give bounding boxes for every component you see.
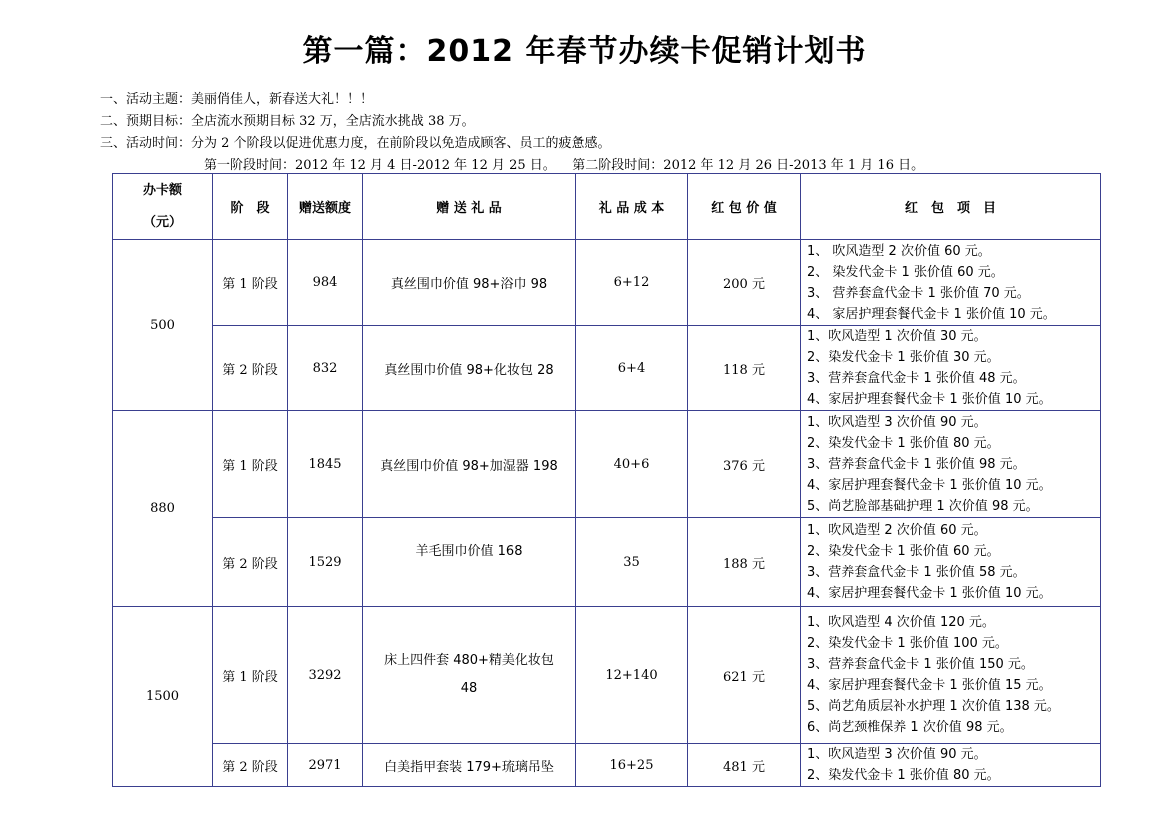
value-cell: 481 元 [688, 744, 801, 787]
items-cell [801, 744, 1101, 787]
value-cell: 118 元 [688, 326, 801, 411]
list-item: 1、吹风造型 3 次价值 90 元。 [807, 747, 987, 762]
stage-cell: 第 2 阶段 [213, 518, 288, 607]
promotion-table [112, 173, 1101, 787]
stage-cell: 第 2 阶段 [213, 744, 288, 787]
items-cell [801, 518, 1101, 607]
gift-line: 48 [460, 681, 478, 696]
list-item: 4、家居护理套餐代金卡 1 张价值 10 元。 [807, 392, 1052, 407]
gift-cell [363, 607, 576, 744]
list-item: 1、吹风造型 1 次价值 30 元。 [807, 329, 987, 344]
intro-time: 三、活动时间：分为 2 个阶段以促进优惠力度，在前阶段以免造成顾客、员工的疲惫感。 [100, 136, 611, 151]
quota-cell: 1845 [288, 411, 363, 518]
table-row [113, 607, 1101, 744]
intro-theme: 一、活动主题：美丽俏佳人，新春送大礼！！！ [100, 92, 374, 107]
list-item: 4、家居护理套餐代金卡 1 张价值 10 元。 [807, 586, 1052, 601]
list-item: 3、营养套盒代金卡 1 张价值 150 元。 [807, 657, 1034, 672]
value-cell: 376 元 [688, 411, 801, 518]
value-cell: 621 元 [688, 607, 801, 744]
card-amount-cell: 1500 [113, 607, 213, 787]
table-row [113, 744, 1101, 787]
cost-cell: 12+140 [576, 607, 688, 744]
cost-cell: 16+25 [576, 744, 688, 787]
header-amount-unit: （元） [142, 214, 182, 230]
gift-cell: 白美指甲套装 179+琉璃吊坠 [363, 744, 576, 787]
gift-cell: 真丝围巾价值 98+浴巾 98 [363, 240, 576, 326]
list-item: 3、营养套盒代金卡 1 张价值 98 元。 [807, 456, 1026, 472]
list-item: 4、家居护理套餐代金卡 1 张价值 15 元。 [807, 678, 1052, 693]
gift-cell: 羊毛围巾价值 168 [363, 518, 576, 607]
header-amount-label: 办卡额 [142, 182, 182, 198]
table-row [113, 411, 1101, 518]
stage-cell: 第 2 阶段 [213, 326, 288, 411]
table-row [113, 240, 1101, 326]
list-item: 6、尚艺颈椎保养 1 次价值 98 元。 [807, 720, 1013, 735]
list-item: 4、 家居护理套餐代金卡 1 张价值 10 元。 [807, 306, 1056, 322]
list-item: 1、吹风造型 3 次价值 90 元。 [807, 414, 987, 430]
header-gift: 赠 送 礼 品 [363, 174, 576, 240]
header-cost: 礼 品 成 本 [576, 174, 688, 240]
table-row [113, 326, 1101, 411]
value-cell: 200 元 [688, 240, 801, 326]
list-item: 5、尚艺脸部基础护理 1 次价值 98 元。 [807, 498, 1039, 514]
cost-cell: 35 [576, 518, 688, 607]
cost-cell: 6+12 [576, 240, 688, 326]
list-item: 1、吹风造型 2 次价值 60 元。 [807, 523, 987, 538]
card-amount-cell: 500 [113, 240, 213, 411]
table-row [113, 518, 1101, 607]
list-item: 1、吹风造型 4 次价值 120 元。 [807, 615, 995, 630]
list-item: 2、 染发代金卡 1 张价值 60 元。 [807, 264, 1004, 280]
document-title: 第一篇：2012 年春节办续卡促销计划书 [302, 34, 867, 69]
list-item: 3、营养套盒代金卡 1 张价值 58 元。 [807, 565, 1026, 580]
table-header-row [113, 174, 1101, 240]
quota-cell: 832 [288, 326, 363, 411]
gift-line: 床上四件套 480+精美化妆包 [384, 653, 554, 668]
list-item: 5、尚艺角质层补水护理 1 次价值 138 元。 [807, 699, 1060, 714]
header-amount [113, 174, 213, 240]
cost-cell: 40+6 [576, 411, 688, 518]
gift-cell: 真丝围巾价值 98+化妆包 28 [363, 326, 576, 411]
items-cell [801, 240, 1101, 326]
list-item: 2、染发代金卡 1 张价值 80 元。 [807, 435, 1000, 451]
list-item: 3、营养套盒代金卡 1 张价值 48 元。 [807, 371, 1026, 386]
header-redpacket: 红 包 价 值 [688, 174, 801, 240]
items-cell [801, 326, 1101, 411]
list-item: 2、染发代金卡 1 张价值 30 元。 [807, 350, 1000, 365]
quota-cell: 3292 [288, 607, 363, 744]
header-stage: 阶 段 [213, 174, 288, 240]
quota-cell: 984 [288, 240, 363, 326]
list-item: 2、染发代金卡 1 张价值 100 元。 [807, 636, 1008, 651]
stage-cell: 第 1 阶段 [213, 411, 288, 518]
cost-cell: 6+4 [576, 326, 688, 411]
quota-cell: 2971 [288, 744, 363, 787]
quota-cell: 1529 [288, 518, 363, 607]
header-items: 红 包 项 目 [801, 174, 1101, 240]
list-item: 2、染发代金卡 1 张价值 80 元。 [807, 768, 1000, 783]
list-item: 2、染发代金卡 1 张价值 60 元。 [807, 544, 1000, 559]
intro-target: 二、预期目标：全店流水预期目标 32 万，全店流水挑战 38 万。 [100, 114, 475, 129]
gift-cell: 真丝围巾价值 98+加湿器 198 [363, 411, 576, 518]
list-item: 4、家居护理套餐代金卡 1 张价值 10 元。 [807, 477, 1052, 493]
card-amount-cell: 880 [113, 411, 213, 607]
stage-cell: 第 1 阶段 [213, 240, 288, 326]
intro-phases: 第一阶段时间：2012 年 12 月 4 日-2012 年 12 月 25 日。 第二阶段时间：2012 年 12 月 26 日-2013 年 1 月 16 日。 [204, 158, 925, 173]
value-cell: 188 元 [688, 518, 801, 607]
header-gift-amount: 赠送额度 [288, 174, 363, 240]
list-item: 3、 营养套盒代金卡 1 张价值 70 元。 [807, 285, 1030, 301]
items-cell [801, 607, 1101, 744]
items-cell [801, 411, 1101, 518]
list-item: 1、 吹风造型 2 次价值 60 元。 [807, 243, 991, 259]
stage-cell: 第 1 阶段 [213, 607, 288, 744]
